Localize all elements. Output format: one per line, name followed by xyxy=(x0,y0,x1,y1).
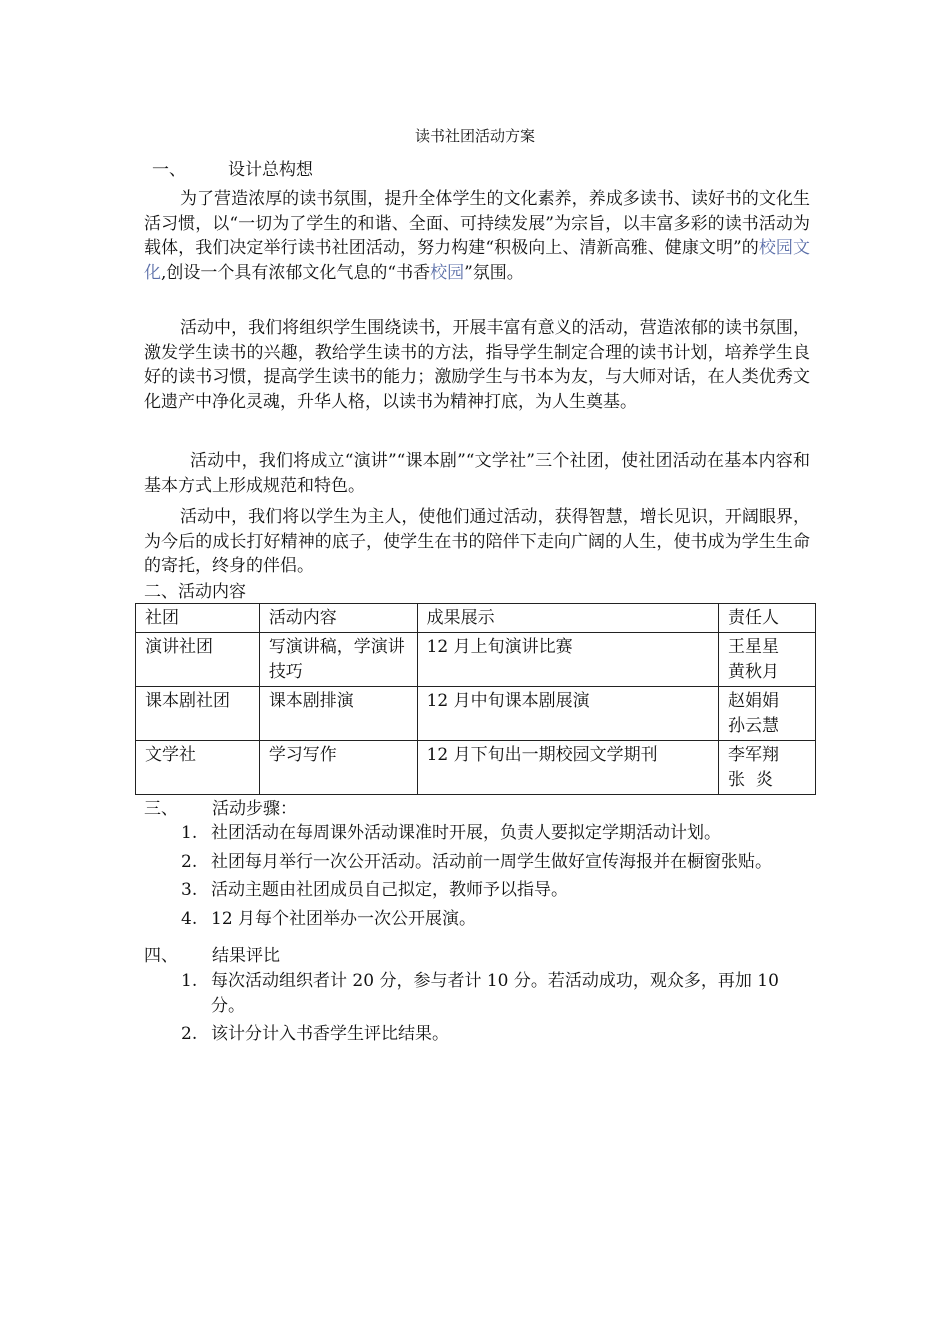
section-1-paragraph-1 xyxy=(144,187,810,285)
cell-result: 12 月中旬课本剧展演 xyxy=(417,687,718,741)
document-title: 读书社团活动方案 xyxy=(414,127,535,145)
steps-list xyxy=(181,821,811,935)
item-number: 4. xyxy=(181,908,198,929)
section-1-paragraph-3: 活动中，我们将成立“演讲”“课本剧”“文学社”三个社团，使社团活动在基本内容和基本方式上形成规范和特色。 xyxy=(144,451,810,496)
section-3-title: 活动步骤： xyxy=(212,799,297,819)
item-text: 该计分计入书香学生评比结果。 xyxy=(211,1024,449,1044)
item-text: 活动主题由社团成员自己拟定，教师予以指导。 xyxy=(211,880,568,900)
section-4-title: 结果评比 xyxy=(212,946,280,966)
cell-person xyxy=(719,687,816,741)
cell-club: 课本剧社团 xyxy=(136,687,260,741)
list-item xyxy=(181,907,811,932)
item-text: 社团活动在每周课外活动课准时开展，负责人要拟定学期活动计划。 xyxy=(211,823,721,843)
section-2-heading: 二、活动内容 xyxy=(144,582,246,602)
table-row xyxy=(136,687,816,741)
cell-result: 12 月下旬出一期校园文学期刊 xyxy=(417,741,718,795)
section-4-number: 四、 xyxy=(144,946,178,966)
section-1-paragraph-4: 活动中，我们将以学生为主人，使他们通过活动，获得智慧，增长见识，开阔眼界，为今后的成长打好精神的底子，使学生在书的陪伴下走向广阔的人生，使书成为学生生命的寄托，终身的伴侣。 xyxy=(144,507,810,576)
cell-content: 写演讲稿，学演讲技巧 xyxy=(259,633,417,687)
item-number: 2. xyxy=(181,1024,198,1044)
cell-content: 课本剧排演 xyxy=(259,687,417,741)
cell-club: 文学社 xyxy=(136,741,260,795)
section-1-number: 一、 xyxy=(152,160,186,180)
person-name: 黄秋月 xyxy=(728,662,780,682)
item-number: 3. xyxy=(181,880,198,900)
header-person: 责任人 xyxy=(719,604,816,633)
table-row xyxy=(136,741,816,795)
header-result: 成果展示 xyxy=(417,604,718,633)
section-3-heading xyxy=(144,796,297,822)
person-name: 赵娟娟 xyxy=(728,691,780,711)
list-item xyxy=(181,821,811,846)
item-number: 1. xyxy=(181,823,198,843)
p1-part1: 为了营造浓厚的读书氛围，提升全体学生的文化素养，养成多读书、读好书的文化生活习惯，以“一切为了学生的和谐、全面、可持续发展”为宗旨，以丰富多彩的读书活动为载体，我们决定举行读书社团活动，努力构建“积极向上、清新高雅、健康文明”的 xyxy=(144,189,810,258)
list-item xyxy=(181,969,811,1018)
person-name: 李军翔 xyxy=(728,745,780,765)
list-item xyxy=(181,878,811,903)
person-name: 王星星 xyxy=(728,637,780,657)
header-club: 社团 xyxy=(136,604,260,633)
section-1-title: 设计总构想 xyxy=(228,160,313,180)
cell-person xyxy=(719,633,816,687)
cell-person xyxy=(719,741,816,795)
item-text: 社团每月举行一次公开活动。活动前一周学生做好宣传海报并在橱窗张贴。 xyxy=(211,851,772,872)
p1-part3: ”氛围。 xyxy=(464,262,524,283)
table-row xyxy=(136,633,816,687)
person-name: 张 炎 xyxy=(728,770,773,790)
cell-result: 12 月上旬演讲比赛 xyxy=(417,633,718,687)
table-header-row xyxy=(136,604,816,633)
campus-link[interactable]: 校园 xyxy=(430,262,465,283)
section-3-number: 三、 xyxy=(144,799,178,819)
person-name: 孙云慧 xyxy=(728,716,780,736)
p1-part2: ,创设一个具有浓郁文化气息的“书香 xyxy=(161,262,431,283)
item-text: 12 月每个社团举办一次公开展演。 xyxy=(211,908,477,929)
section-4-heading xyxy=(144,943,280,969)
evaluation-list xyxy=(181,969,811,1051)
activity-table xyxy=(135,603,816,795)
campus-culture-link[interactable]: 校园文化 xyxy=(144,238,810,283)
item-text: 每次活动组织者计 20 分，参与者计 10 分。若活动成功，观众多，再加 10 分。 xyxy=(211,971,779,1016)
item-number: 2. xyxy=(181,851,198,872)
list-item xyxy=(181,1022,811,1047)
section-1-paragraph-2: 活动中，我们将组织学生围绕读书，开展丰富有意义的活动，营造浓郁的读书氛围，激发学生读书的兴趣，教给学生读书的方法，指导学生制定合理的读书计划，培养学生良好的读书习惯，提高学生读书的能力；激励学生与书本为友，与大师对话，在人类优秀文化遗产中净化灵魂，升华人格，以读书为精神打底，为人生奠基。 xyxy=(144,318,810,412)
header-content: 活动内容 xyxy=(259,604,417,633)
cell-content: 学习写作 xyxy=(259,741,417,795)
section-1-heading xyxy=(152,157,313,183)
item-number: 1. xyxy=(181,971,198,991)
list-item xyxy=(181,850,811,875)
cell-club: 演讲社团 xyxy=(136,633,260,687)
